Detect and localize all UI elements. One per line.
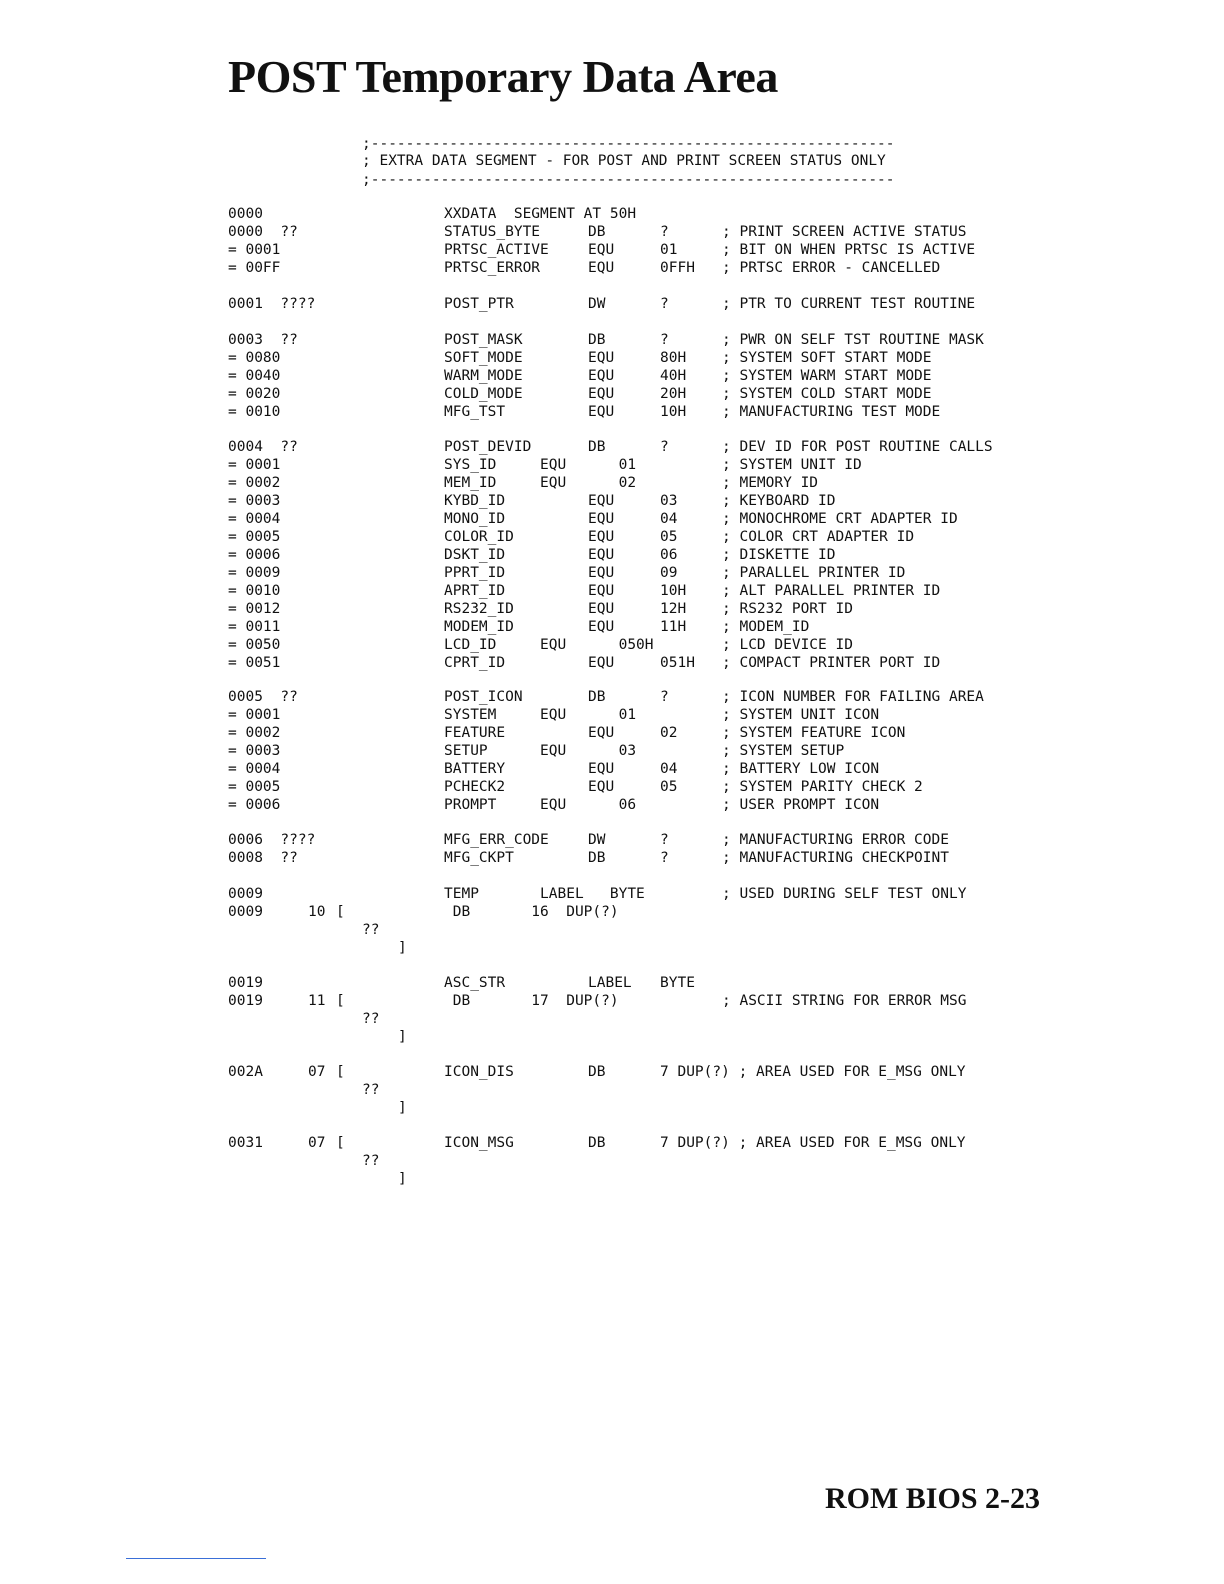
listing-op: EQU [588, 583, 615, 599]
listing-line [0, 1063, 1224, 1081]
listing-addr: 0006 ???? [228, 832, 316, 848]
listing-dup-mark: ?? [362, 1153, 380, 1169]
listing-cmt: ; MONOCHROME CRT ADAPTER ID [722, 511, 958, 527]
listing-lbl: MODEM_ID [444, 619, 514, 635]
listing-lbl: DB 17 DUP(?) [444, 993, 619, 1009]
listing-opnd: ? [660, 296, 669, 312]
listing-lbl: LCD_ID EQU 050H [444, 637, 654, 653]
listing-lbl: ICON_DIS [444, 1064, 514, 1080]
listing-addr: = 0002 [228, 725, 281, 741]
listing-addr: = 0011 [228, 619, 281, 635]
listing-op: DB [588, 850, 606, 866]
listing-addr: = 0005 [228, 779, 281, 795]
listing-cmt: ; COMPACT PRINTER PORT ID [722, 655, 941, 671]
listing-opnd: 0FFH [660, 260, 695, 276]
listing-lbl: COLD_MODE [444, 386, 523, 402]
listing-op: EQU [588, 601, 615, 617]
listing-opnd: 04 [660, 511, 678, 527]
listing-lbl: DSKT_ID [444, 547, 506, 563]
listing-cmt: ; ICON NUMBER FOR FAILING AREA [722, 689, 984, 705]
listing-op: DB [588, 689, 606, 705]
page-footer: ROM BIOS 2-23 [824, 1482, 1040, 1515]
listing-lbl: POST_ICON [444, 689, 523, 705]
listing-line [0, 849, 1224, 867]
listing-cmt: ; MEMORY ID [722, 475, 819, 491]
listing-cmt: ; DEV ID FOR POST ROUTINE CALLS [722, 439, 993, 455]
listing-line [0, 1099, 1224, 1117]
listing-addr: = 0005 [228, 529, 281, 545]
listing-addr: = 0009 [228, 565, 281, 581]
listing-addr: = 0003 [228, 743, 281, 759]
listing-opnd: 80H [660, 350, 687, 366]
listing-cmt: ; LCD DEVICE ID [722, 637, 853, 653]
listing-dup-open: [ [336, 993, 345, 1009]
listing-op: DW [588, 296, 606, 312]
listing-op: LABEL [588, 975, 632, 991]
listing-opnd: ? [660, 224, 669, 240]
listing-cmt: ; MANUFACTURING TEST MODE [722, 404, 941, 420]
listing-dup-count: 07 [308, 1064, 326, 1080]
listing-cmt: ; SYSTEM FEATURE ICON [722, 725, 906, 741]
listing-opnd: 02 [660, 725, 678, 741]
listing-addr: = 0002 [228, 475, 281, 491]
listing-cmt: ; MANUFACTURING CHECKPOINT [722, 850, 949, 866]
listing-lbl: MONO_ID [444, 511, 506, 527]
listing-lbl: RS232_ID [444, 601, 514, 617]
listing-opnd: 40H [660, 368, 687, 384]
listing-op: EQU [588, 350, 615, 366]
listing-dup-mark: ?? [362, 1082, 380, 1098]
listing-addr: 0019 [228, 993, 263, 1009]
listing-line [0, 903, 1224, 921]
listing-cmt: ; PRINT SCREEN ACTIVE STATUS [722, 224, 967, 240]
listing-lbl: APRT_ID [444, 583, 506, 599]
listing-line [0, 778, 1224, 796]
listing-opnd: ? [660, 850, 669, 866]
listing-line [0, 510, 1224, 528]
listing-addr: = 0001 [228, 242, 281, 258]
listing-cmt: ; BATTERY LOW ICON [722, 761, 880, 777]
listing-lbl: MFG_CKPT [444, 850, 514, 866]
listing-addr: 002A [228, 1064, 263, 1080]
listing-cmt: ; SYSTEM COLD START MODE [722, 386, 932, 402]
listing-cmt: ; SYSTEM UNIT ID [722, 457, 862, 473]
listing-addr: = 0001 [228, 707, 281, 723]
listing-lbl: DB 16 DUP(?) [444, 904, 619, 920]
listing-line [0, 1028, 1224, 1046]
listing-line [0, 1134, 1224, 1152]
listing-opnd: 7 DUP(?) ; AREA USED FOR E_MSG ONLY [660, 1064, 966, 1080]
listing-addr: = 0010 [228, 583, 281, 599]
listing-op: EQU [588, 511, 615, 527]
listing-line [0, 796, 1224, 814]
listing-line [0, 654, 1224, 672]
listing-addr: 0000 [228, 206, 263, 222]
listing-addr: 0001 ???? [228, 296, 316, 312]
listing-addr: = 00FF [228, 260, 281, 276]
listing-op: DW [588, 832, 606, 848]
listing-cmt: ; DISKETTE ID [722, 547, 836, 563]
listing-line [0, 760, 1224, 778]
listing-dup-mark: ?? [362, 1011, 380, 1027]
page-title: POST Temporary Data Area [228, 51, 778, 102]
listing-cmt: ; SYSTEM PARITY CHECK 2 [722, 779, 923, 795]
listing-op: EQU [588, 761, 615, 777]
listing-addr: = 0050 [228, 637, 281, 653]
listing-line [0, 367, 1224, 385]
listing-lbl: CPRT_ID [444, 655, 506, 671]
listing-addr: = 0020 [228, 386, 281, 402]
listing-line [0, 885, 1224, 903]
listing-addr: 0003 ?? [228, 332, 298, 348]
listing-line [0, 331, 1224, 349]
listing-lbl: COLOR_ID [444, 529, 514, 545]
listing-addr: 0009 [228, 904, 263, 920]
listing-cmt: ; PWR ON SELF TST ROUTINE MASK [722, 332, 984, 348]
listing-line [0, 438, 1224, 456]
listing-line [0, 921, 1224, 939]
listing-line [0, 618, 1224, 636]
listing-lbl: POST_MASK [444, 332, 523, 348]
listing-lbl: MEM_ID EQU 02 [444, 475, 637, 491]
listing-op: DB [588, 439, 606, 455]
listing-lbl: ASC_STR [444, 975, 506, 991]
listing-op: EQU [588, 242, 615, 258]
listing-line [0, 295, 1224, 313]
listing-cmt: ; KEYBOARD ID [722, 493, 836, 509]
listing-cmt: ; COLOR CRT ADAPTER ID [722, 529, 915, 545]
listing-addr: 0031 [228, 1135, 263, 1151]
listing-line [0, 1010, 1224, 1028]
listing-line [0, 939, 1224, 957]
listing-line [0, 831, 1224, 849]
listing-dup-count: 11 [308, 993, 326, 1009]
listing-addr: = 0006 [228, 547, 281, 563]
listing-op: EQU [588, 368, 615, 384]
listing-line [0, 349, 1224, 367]
listing-op: DB [588, 1135, 606, 1151]
listing-cmt: ; USED DURING SELF TEST ONLY [722, 886, 967, 902]
listing-lbl: POST_DEVID [444, 439, 532, 455]
listing-cmt: ; PTR TO CURRENT TEST ROUTINE [722, 296, 976, 312]
listing-op: EQU [588, 565, 615, 581]
listing-op: EQU [588, 260, 615, 276]
banner-text: ; EXTRA DATA SEGMENT - FOR POST AND PRINT SCREEN STATUS ONLY [362, 153, 886, 169]
listing-opnd: ? [660, 332, 669, 348]
listing-line [0, 385, 1224, 403]
footer-rule [126, 1558, 266, 1559]
listing-op: EQU [588, 529, 615, 545]
banner-rule-bottom: ;------------------------------------------------------------ [362, 172, 895, 188]
listing-addr: 0019 [228, 975, 263, 991]
listing-addr: = 0051 [228, 655, 281, 671]
listing-opnd: 10H [660, 404, 687, 420]
listing-lbl: SETUP EQU 03 [444, 743, 637, 759]
listing-opnd: 09 [660, 565, 678, 581]
listing-opnd: 10H [660, 583, 687, 599]
listing-dup-count: 07 [308, 1135, 326, 1151]
listing-opnd: ? [660, 689, 669, 705]
listing-opnd: 11H [660, 619, 687, 635]
listing-cmt: ; PARALLEL PRINTER ID [722, 565, 906, 581]
listing-lbl: PROMPT EQU 06 [444, 797, 637, 813]
listing-op: EQU [588, 725, 615, 741]
listing-line [0, 1170, 1224, 1188]
listing-op: EQU [588, 404, 615, 420]
listing-cmt: ; RS232 PORT ID [722, 601, 853, 617]
listing-lbl: STATUS_BYTE [444, 224, 541, 240]
listing-opnd: 01 [660, 242, 678, 258]
listing-lbl: SOFT_MODE [444, 350, 523, 366]
listing-line [0, 688, 1224, 706]
listing-opnd: BYTE [660, 975, 695, 991]
listing-cmt: ; SYSTEM SOFT START MODE [722, 350, 932, 366]
listing-opnd: 04 [660, 761, 678, 777]
listing-lbl: PRTSC_ERROR [444, 260, 541, 276]
listing-addr: 0000 ?? [228, 224, 298, 240]
listing-cmt: ; SYSTEM WARM START MODE [722, 368, 932, 384]
listing-line [0, 474, 1224, 492]
listing-addr: = 0010 [228, 404, 281, 420]
listing-lbl: MFG_TST [444, 404, 506, 420]
listing-cmt: ; ALT PARALLEL PRINTER ID [722, 583, 941, 599]
listing-cmt: ; ASCII STRING FOR ERROR MSG [722, 993, 967, 1009]
listing-opnd: ? [660, 439, 669, 455]
listing-line [0, 528, 1224, 546]
listing-opnd: 12H [660, 601, 687, 617]
listing-lbl: KYBD_ID [444, 493, 506, 509]
listing-line [0, 205, 1224, 223]
listing-op: DB [588, 1064, 606, 1080]
listing-op: EQU [588, 779, 615, 795]
listing-dup-open: [ [336, 1064, 345, 1080]
listing-lbl: MFG_ERR_CODE [444, 832, 549, 848]
listing-line [0, 492, 1224, 510]
listing-cmt: ; BIT ON WHEN PRTSC IS ACTIVE [722, 242, 976, 258]
listing-line [0, 1081, 1224, 1099]
listing-op: EQU [588, 493, 615, 509]
listing-dup-close: ] [398, 1029, 407, 1045]
listing-cmt: ; SYSTEM SETUP [722, 743, 845, 759]
listing-cmt: ; PRTSC ERROR - CANCELLED [722, 260, 941, 276]
listing-lbl: SYSTEM EQU 01 [444, 707, 637, 723]
banner-rule-top: ;------------------------------------------------------------ [362, 136, 895, 152]
listing-addr: 0009 [228, 886, 263, 902]
listing-dup-mark: ?? [362, 922, 380, 938]
listing-addr: = 0001 [228, 457, 281, 473]
listing-lbl: XXDATA SEGMENT AT 50H [444, 206, 637, 222]
listing-line [0, 546, 1224, 564]
listing-opnd: 05 [660, 779, 678, 795]
listing-lbl: BATTERY [444, 761, 506, 777]
listing-lbl: SYS_ID EQU 01 [444, 457, 637, 473]
listing-opnd: ? [660, 832, 669, 848]
listing-opnd: 20H [660, 386, 687, 402]
listing-line [0, 600, 1224, 618]
listing-lbl: PPRT_ID [444, 565, 506, 581]
listing-dup-count: 10 [308, 904, 326, 920]
listing-dup-close: ] [398, 1100, 407, 1116]
listing-line [0, 582, 1224, 600]
listing-lbl: PRTSC_ACTIVE [444, 242, 549, 258]
listing-cmt: ; MODEM_ID [722, 619, 810, 635]
listing-addr: = 0012 [228, 601, 281, 617]
listing-addr: = 0080 [228, 350, 281, 366]
listing-cmt: ; USER PROMPT ICON [722, 797, 880, 813]
listing-dup-close: ] [398, 940, 407, 956]
listing-lbl: FEATURE [444, 725, 506, 741]
listing-opnd: 7 DUP(?) ; AREA USED FOR E_MSG ONLY [660, 1135, 966, 1151]
listing-cmt: ; MANUFACTURING ERROR CODE [722, 832, 949, 848]
listing-dup-open: [ [336, 904, 345, 920]
listing-op: EQU [588, 386, 615, 402]
listing-op: EQU [588, 655, 615, 671]
listing-addr: 0005 ?? [228, 689, 298, 705]
listing-line [0, 724, 1224, 742]
listing-lbl: POST_PTR [444, 296, 514, 312]
listing-line [0, 403, 1224, 421]
listing-lbl: PCHECK2 [444, 779, 506, 795]
listing-line [0, 223, 1224, 241]
listing-line [0, 241, 1224, 259]
listing-line [0, 706, 1224, 724]
listing-addr: 0008 ?? [228, 850, 298, 866]
listing-cmt: ; SYSTEM UNIT ICON [722, 707, 880, 723]
listing-opnd: 03 [660, 493, 678, 509]
listing-line [0, 456, 1224, 474]
listing-opnd: 06 [660, 547, 678, 563]
listing-addr: = 0040 [228, 368, 281, 384]
listing-op: DB [588, 332, 606, 348]
listing-addr: = 0004 [228, 511, 281, 527]
listing-op: DB [588, 224, 606, 240]
listing-line [0, 742, 1224, 760]
listing-addr: = 0003 [228, 493, 281, 509]
listing-addr: = 0006 [228, 797, 281, 813]
listing-addr: 0004 ?? [228, 439, 298, 455]
listing-op: EQU [588, 547, 615, 563]
listing-line [0, 992, 1224, 1010]
listing-dup-close: ] [398, 1171, 407, 1187]
listing-line [0, 636, 1224, 654]
listing-dup-open: [ [336, 1135, 345, 1151]
listing-op: EQU [588, 619, 615, 635]
listing-lbl: ICON_MSG [444, 1135, 514, 1151]
listing-lbl: TEMP LABEL BYTE [444, 886, 645, 902]
listing-line [0, 1152, 1224, 1170]
listing-opnd: 05 [660, 529, 678, 545]
listing-line [0, 564, 1224, 582]
listing-line [0, 974, 1224, 992]
listing-line [0, 259, 1224, 277]
listing-addr: = 0004 [228, 761, 281, 777]
listing-lbl: WARM_MODE [444, 368, 523, 384]
listing-opnd: 051H [660, 655, 695, 671]
